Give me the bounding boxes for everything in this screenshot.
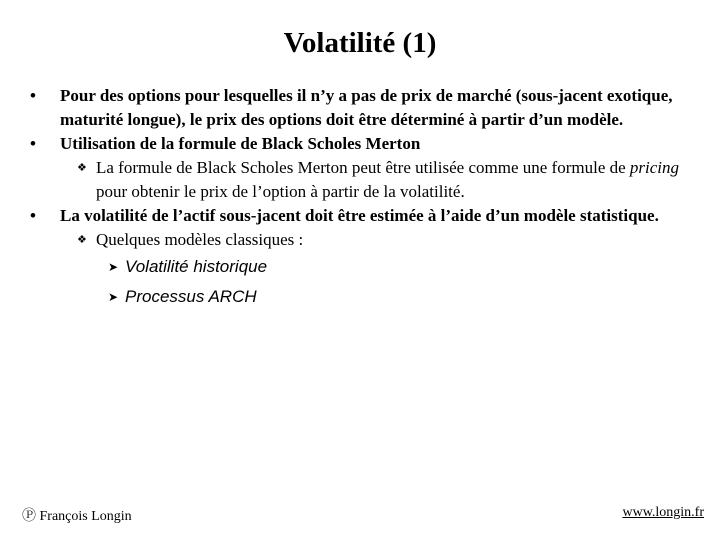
slide-title: Volatilité (1) (283, 27, 437, 59)
sub-item-2 (0, 282, 685, 312)
bullet-2-sub-emphasis: pricing (629, 158, 680, 177)
bullet-2-sub-before: La formule de Black Scholes Merton peut être utilisée comme une formule de (96, 158, 630, 177)
author-name: François Longin (39, 509, 132, 524)
bullet-2-text: Utilisation de la formule de Black Scholes Merton (60, 134, 421, 153)
sub-item-2-text: Processus ARCH (125, 287, 257, 306)
slide-content (0, 84, 720, 312)
bullet-2-sub (0, 156, 696, 204)
bullet-3-sub-text: Quelques modèles classiques : (96, 230, 304, 249)
sub-item-1-text: Volatilité historique (125, 257, 268, 276)
diamond-icon: ❖ (77, 234, 87, 246)
bullet-dot: • (30, 206, 36, 225)
bullet-1 (0, 84, 690, 132)
footer-author (22, 505, 132, 525)
arrow-icon: ➤ (108, 260, 119, 274)
diamond-icon: ❖ (77, 162, 87, 174)
bullet-dot: • (30, 86, 36, 105)
bullet-dot: • (30, 134, 36, 153)
bullet-3-sub (0, 228, 696, 252)
bullet-2 (0, 132, 690, 156)
bullet-3 (0, 204, 690, 228)
bullet-3-text: La volatilité de l’actif sous-jacent doit être estimée à l’aide d’un modèle statistique. (60, 206, 659, 225)
website-link[interactable]: www.longin.fr (622, 505, 704, 520)
sub-item-1 (0, 252, 685, 282)
bullet-2-sub-after: pour obtenir le prix de l’option à partir de la volatilité. (96, 182, 465, 201)
bullet-1-text: Pour des options pour lesquelles il n’y a pas de prix de marché (sous-jacent exotique, maturité longue), le prix des options doit être déterminé à partir d’un modèle. (60, 86, 673, 129)
arrow-icon: ➤ (108, 290, 119, 304)
copyright-icon: Ⓟ (22, 509, 36, 524)
